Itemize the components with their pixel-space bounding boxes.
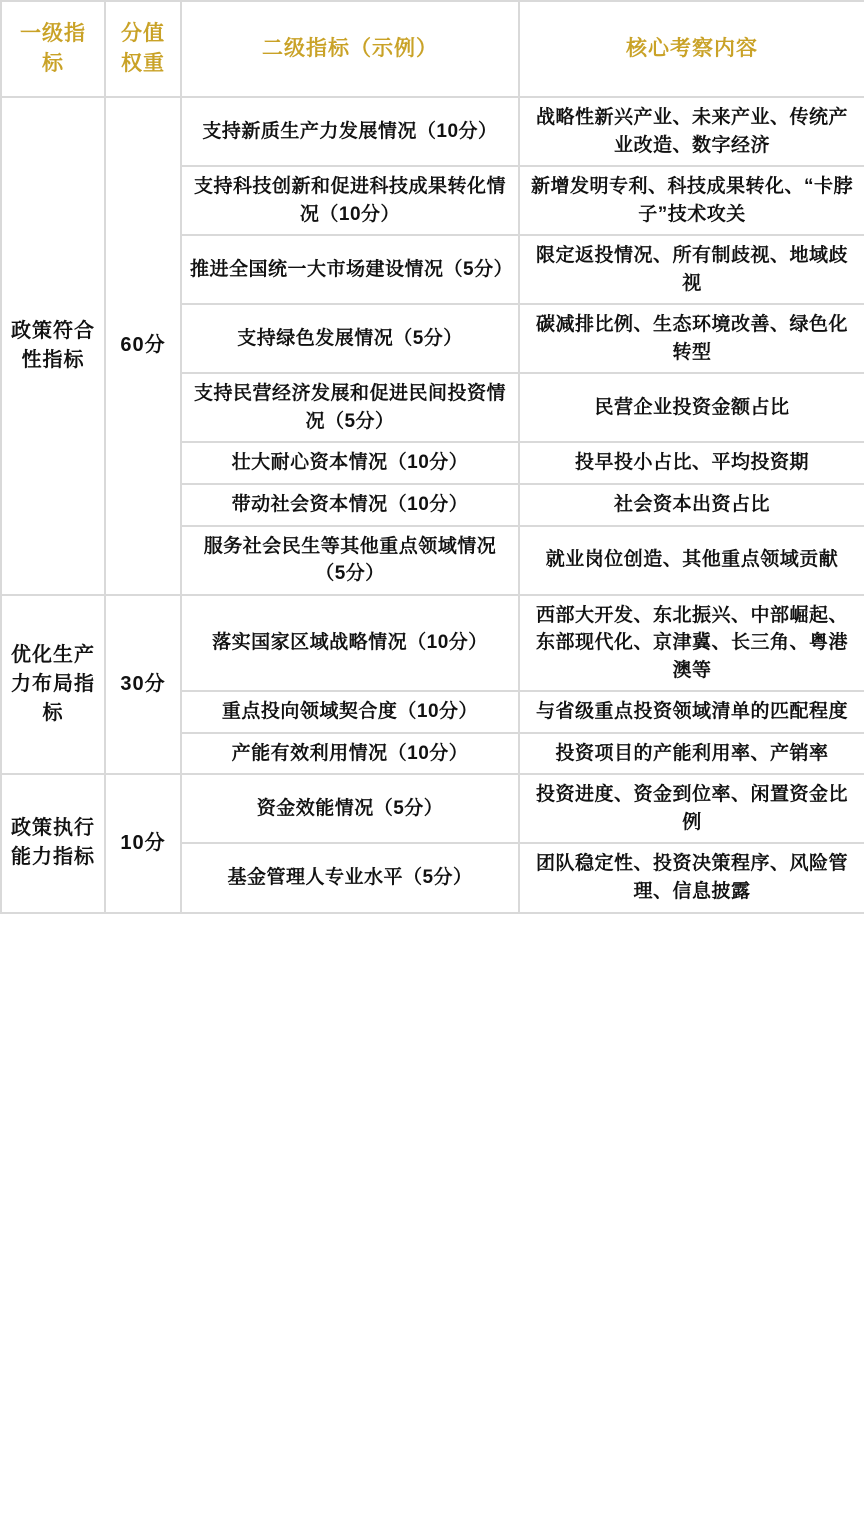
level2-cell: 支持科技创新和促进科技成果转化情况（10分） (181, 166, 519, 235)
column-header-level2: 二级指标（示例） (181, 1, 519, 97)
core-cell: 碳减排比例、生态环境改善、绿色化转型 (519, 304, 864, 373)
table-row (1, 595, 864, 692)
level2-cell: 支持民营经济发展和促进民间投资情况（5分） (181, 373, 519, 442)
core-cell: 投资进度、资金到位率、闲置资金比例 (519, 774, 864, 843)
weight-cell-policy-execution: 10分 (105, 774, 181, 912)
column-header-level1: 一级指标 (1, 1, 105, 97)
level2-cell: 重点投向领域契合度（10分） (181, 691, 519, 733)
level2-cell: 资金效能情况（5分） (181, 774, 519, 843)
level2-cell: 支持绿色发展情况（5分） (181, 304, 519, 373)
table-header (1, 1, 864, 97)
column-header-weight: 分值权重 (105, 1, 181, 97)
core-cell: 就业岗位创造、其他重点领域贡献 (519, 526, 864, 595)
level2-cell: 推进全国统一大市场建设情况（5分） (181, 235, 519, 304)
table-row (1, 774, 864, 843)
core-cell: 社会资本出资占比 (519, 484, 864, 526)
core-cell: 新增发明专利、科技成果转化、“卡脖子”技术攻关 (519, 166, 864, 235)
level1-cell-productivity-layout: 优化生产力布局指标 (1, 595, 105, 775)
header-row (1, 1, 864, 97)
weight-cell-policy-compliance: 60分 (105, 97, 181, 595)
level2-cell: 壮大耐心资本情况（10分） (181, 442, 519, 484)
core-cell: 战略性新兴产业、未来产业、传统产业改造、数字经济 (519, 97, 864, 166)
core-cell: 西部大开发、东北振兴、中部崛起、东部现代化、京津冀、长三角、粤港澳等 (519, 595, 864, 692)
core-cell: 民营企业投资金额占比 (519, 373, 864, 442)
level1-cell-policy-compliance: 政策符合性指标 (1, 97, 105, 595)
column-header-core: 核心考察内容 (519, 1, 864, 97)
core-cell: 投早投小占比、平均投资期 (519, 442, 864, 484)
core-cell: 与省级重点投资领域清单的匹配程度 (519, 691, 864, 733)
table-body (1, 97, 864, 913)
core-cell: 投资项目的产能利用率、产销率 (519, 733, 864, 775)
core-cell: 限定返投情况、所有制歧视、地域歧视 (519, 235, 864, 304)
level2-cell: 服务社会民生等其他重点领域情况（5分） (181, 526, 519, 595)
table-row (1, 97, 864, 166)
level2-cell: 带动社会资本情况（10分） (181, 484, 519, 526)
level2-cell: 落实国家区域战略情况（10分） (181, 595, 519, 692)
level2-cell: 产能有效利用情况（10分） (181, 733, 519, 775)
level2-cell: 支持新质生产力发展情况（10分） (181, 97, 519, 166)
core-cell: 团队稳定性、投资决策程序、风险管理、信息披露 (519, 843, 864, 912)
weight-cell-productivity-layout: 30分 (105, 595, 181, 775)
level2-cell: 基金管理人专业水平（5分） (181, 843, 519, 912)
level1-cell-policy-execution: 政策执行能力指标 (1, 774, 105, 912)
